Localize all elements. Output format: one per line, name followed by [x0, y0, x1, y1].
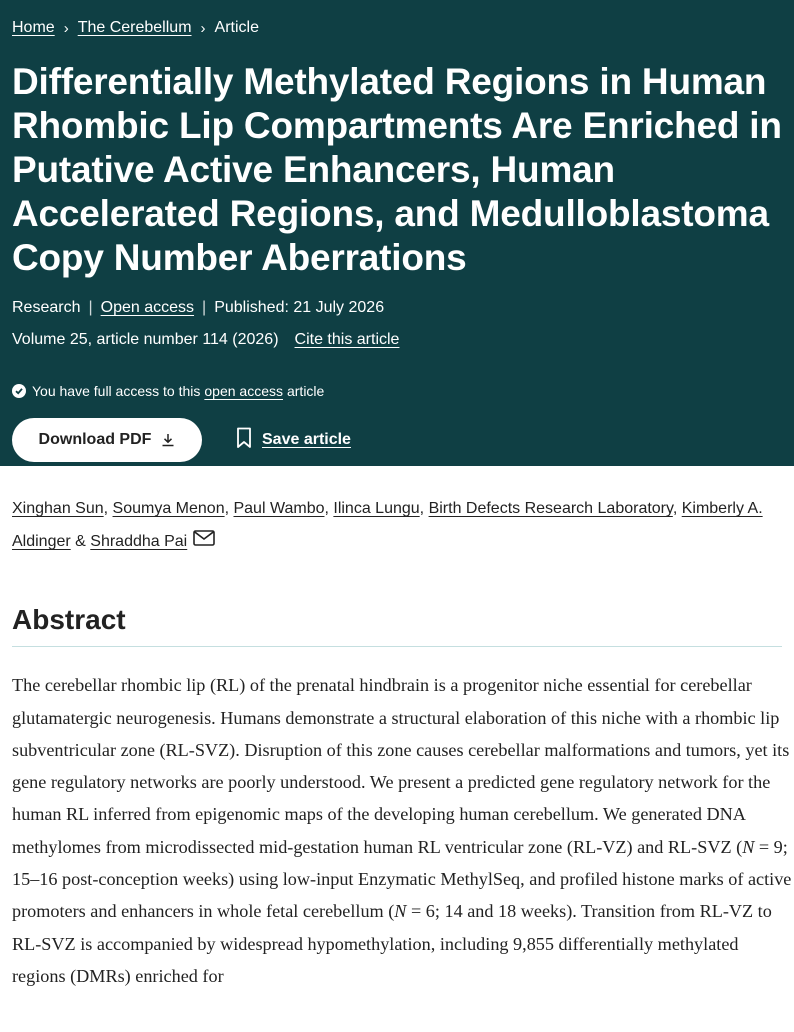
author-link[interactable]: Kimberly A. Aldinger	[12, 500, 763, 550]
abstract-heading: Abstract	[12, 604, 782, 647]
chevron-right-icon: ›	[200, 19, 206, 37]
save-article-label: Save article	[262, 431, 351, 448]
author-link[interactable]: Soumya Menon	[112, 500, 225, 517]
author-link[interactable]: Ilinca Lungu	[333, 500, 420, 517]
breadcrumb-section-link[interactable]: The Cerebellum	[77, 19, 192, 36]
divider: |	[202, 299, 207, 316]
abstract-n-label: N	[394, 901, 407, 922]
article-actions	[12, 418, 782, 462]
breadcrumb-current: Article	[214, 19, 259, 36]
article-type: Research	[12, 299, 81, 316]
access-notice	[12, 380, 782, 402]
author-list: Xinghan Sun, Soumya Menon, Paul Wambo, Ilinca Lungu, Birth Defects Research Laboratory, Kimberly A. Aldinger & Shraddha Pai	[0, 466, 794, 558]
mail-icon[interactable]	[193, 525, 215, 558]
author-link[interactable]: Shraddha Pai	[90, 533, 188, 550]
author-link[interactable]: Birth Defects Research Laboratory	[428, 500, 673, 517]
article-title: Differentially Methylated Regions in Human Rhombic Lip Compartments Are Enriched in Putative Active Enhancers, Human Accelerated Regions, and Medulloblastoma Copy Number Aberrations	[12, 61, 782, 278]
author-link[interactable]: Xinghan Sun	[12, 500, 104, 517]
chevron-right-icon: ›	[63, 19, 69, 37]
abstract-part: = 6; 14 and 18 weeks). Transition from RL-VZ to RL-SVZ is accompanied by widespread hypomethylation, including 9,855 differentially methylated regions (DMRs) enriched for	[12, 901, 772, 986]
download-icon	[161, 433, 175, 447]
volume-info: Volume 25, article number 114 (2026)	[12, 331, 279, 348]
access-prefix: You have full access to this	[32, 383, 201, 399]
divider: |	[88, 299, 93, 316]
published-date: Published: 21 July 2026	[214, 299, 385, 316]
open-access-link[interactable]: Open access	[100, 299, 195, 316]
breadcrumb	[12, 14, 782, 42]
article-citation-meta	[12, 326, 782, 354]
download-pdf-label: Download PDF	[38, 431, 152, 448]
abstract-part: The cerebellar rhombic lip (RL) of the prenatal hindbrain is a progenitor niche essential for cerebellar glutamatergic neurogenesis. Humans demonstrate a structural elaboration of this niche with a rhombic lip subventricular zone (RL-SVZ). Disruption of this zone causes cerebellar malformations and tumors, yet its gene regulatory networks are poorly understood. We present a predicted gene regulatory network for the human RL inferred from epigenomic maps of the developing human cerebellum. We generated DNA methylomes from microdissected mid-gestation human RL ventricular zone (RL-VZ) and RL-SVZ (	[12, 675, 790, 857]
abstract-part: = 9; 15–16 post-conception weeks) using low-input Enzymatic MethylSeq, and profiled histone marks of active promoters and enhancers in whole fetal cerebellum (	[12, 836, 792, 922]
download-pdf-button[interactable]	[12, 418, 202, 462]
breadcrumb-home-link[interactable]: Home	[12, 19, 55, 36]
save-article-button[interactable]	[236, 427, 351, 454]
cite-article-link[interactable]: Cite this article	[294, 331, 400, 348]
check-circle-icon	[12, 384, 26, 398]
abstract-n-label: N	[742, 836, 755, 857]
abstract-text	[12, 669, 792, 992]
article-meta	[12, 294, 782, 322]
access-open-access-link[interactable]: open access	[204, 383, 283, 399]
article-header	[0, 0, 794, 466]
access-suffix: article	[286, 383, 325, 399]
author-link[interactable]: Paul Wambo	[233, 500, 325, 517]
bookmark-icon	[236, 427, 252, 454]
